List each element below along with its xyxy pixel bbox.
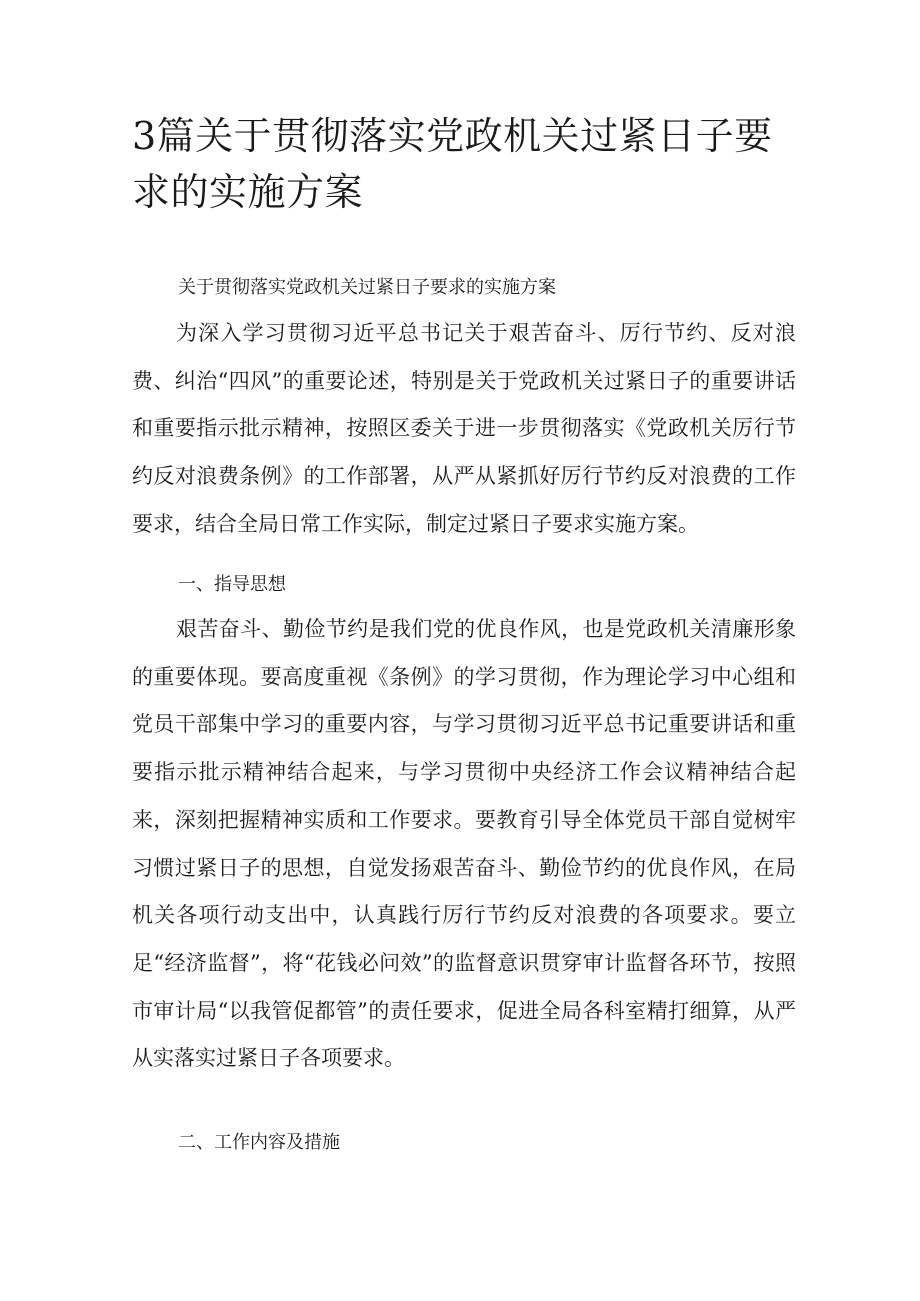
document-subtitle: 关于贯彻落实党政机关过紧日子要求的实施方案 (178, 277, 556, 298)
section-one-heading: 一、指导思想 (178, 574, 286, 595)
intro-paragraph: 为深入学习贯彻习近平总书记关于艰苦奋斗、厉行节约、反对浪费、纠治“四风”的重要论述，特别是关于党政机关过紧日子的重要讲话和重要指示批示精神，按照区委关于进一步贯彻落实《党政机关厉行节约反对浪费条例》的工作部署，从严从紧抓好厉行节约反对浪费的工作要求，结合全局日常工作实际，制定过紧日子要求实施方案。 (132, 321, 796, 536)
section-two-heading: 二、工作内容及措施 (178, 1132, 340, 1153)
document-title: 3篇关于贯彻落实党政机关过紧日子要求的实施方案 (132, 114, 773, 214)
section-one-paragraph: 艰苦奋斗、勤俭节约是我们党的优良作风，也是党政机关清廉形象的重要体现。要高度重视《条例》的学习贯彻，作为理论学习中心组和党员干部集中学习的重要内容，与学习贯彻习近平总书记重要讲话和重要指示批示精神结合起来，与学习贯彻中央经济工作会议精神结合起来，深刻把握精神实质和工作要求。要教育引导全体党员干部自觉树牢习惯过紧日子的思想，自觉发扬艰苦奋斗、勤俭节约的优良作风，在局机关各项行动支出中，认真践行厉行节约反对浪费的各项要求。要立足“经济监督”，将“花钱必问效”的监督意识贯穿审计监督各环节，按照市审计局“以我管促都管”的责任要求，促进全局各科室精打细算，从严从实落实过紧日子各项要求。 (132, 617, 796, 1071)
